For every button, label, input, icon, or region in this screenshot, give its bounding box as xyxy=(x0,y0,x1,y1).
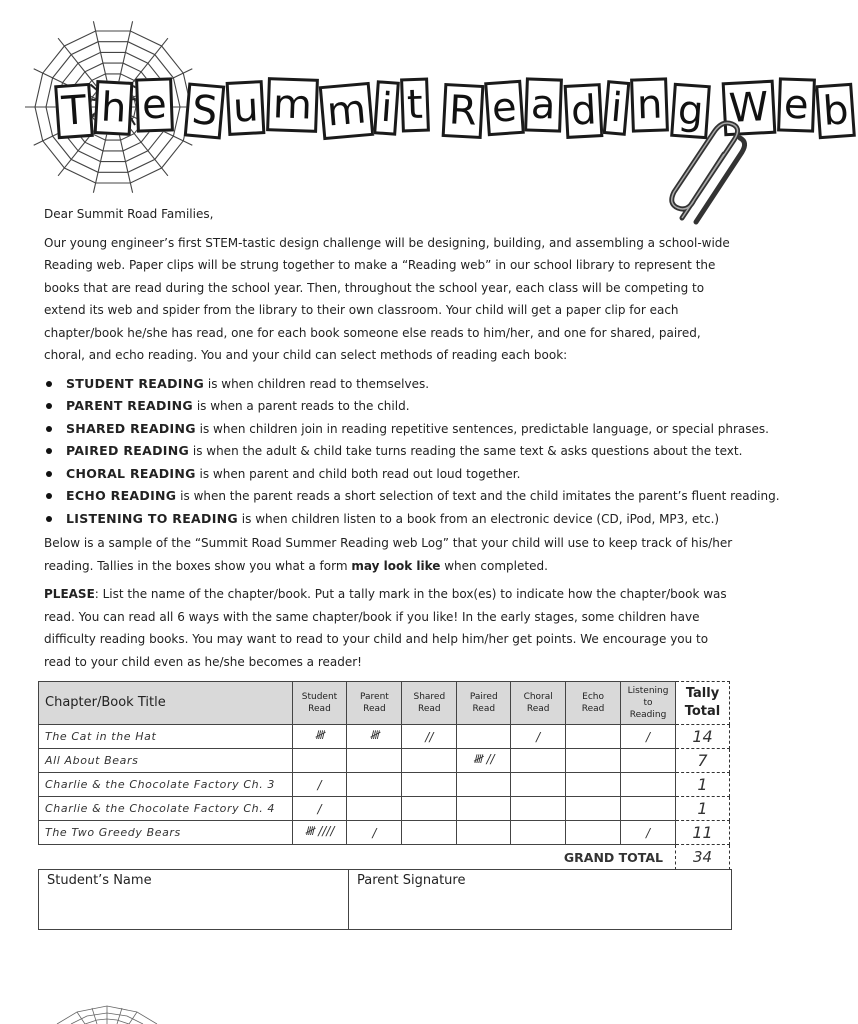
column-header-line: Student xyxy=(301,692,338,702)
tally-cell[interactable] xyxy=(566,725,621,749)
method-desc: is when children listen to a book from an electronic device (CD, iPod, MP3, etc.) xyxy=(241,511,720,526)
tally-header-line: Tally xyxy=(685,686,720,701)
method-desc: is when the adult & child take turns reading the same text & asks questions about the text. xyxy=(192,444,743,458)
tally-cell[interactable]: / xyxy=(621,725,676,749)
method-desc: is when children read to themselves. xyxy=(207,376,430,391)
column-header-line: to xyxy=(643,698,653,708)
bullet-icon xyxy=(46,516,52,522)
book-title-cell[interactable]: All About Bears xyxy=(39,749,293,773)
sample-text-end: when completed. xyxy=(444,558,548,573)
signature-box xyxy=(38,869,732,930)
tally-cell[interactable] xyxy=(347,797,402,821)
tally-cell[interactable]: / xyxy=(621,821,676,845)
method-term: PAIRED READING xyxy=(66,443,190,458)
grand-total-value[interactable]: 34 xyxy=(676,845,730,870)
grand-total-label: GRAND TOTAL xyxy=(563,849,663,865)
tally-cell[interactable] xyxy=(566,773,621,797)
column-header xyxy=(347,682,402,725)
column-header-line: Listening xyxy=(627,686,669,696)
tally-cell[interactable] xyxy=(566,749,621,773)
title-letter: i xyxy=(373,80,400,135)
tally-total-cell[interactable]: 1 xyxy=(676,797,730,821)
title-letter: e xyxy=(484,80,524,136)
column-header xyxy=(511,682,566,725)
title-letter: S xyxy=(184,82,226,139)
title-letter: d xyxy=(563,83,603,139)
please-label: PLEASE xyxy=(44,587,95,601)
method-desc: is when children join in reading repetitive sentences, predictable language, or special phrases. xyxy=(199,421,769,436)
column-header-line: Read xyxy=(363,704,386,714)
tally-cell[interactable] xyxy=(621,797,676,821)
intro-paragraph: Our young engineer’s first STEM-tastic design challenge will be designing, building, and assembling a school-wide Reading web. Paper clips will be strung together to make a “Reading web” in our school library to represent the books that are read during the school year. Then, throughout the school year, each class will be competing to extend its web and spider from the library to their own classroom. Your child will get a paper clip for each chapter/book he/she has read, one for each book someone else reads to him/her, and one for shared, paired, choral, and echo reading. You and your child can select methods of reading each book: xyxy=(44,235,730,362)
header xyxy=(0,0,851,215)
tally-cell[interactable] xyxy=(511,821,566,845)
title-letter: m xyxy=(266,77,319,133)
method-term: CHORAL READING xyxy=(66,465,196,481)
reading-method-item xyxy=(44,485,780,508)
column-header-tally-total xyxy=(676,682,730,725)
column-header-line: Read xyxy=(526,704,550,714)
tally-cell[interactable]: / xyxy=(292,797,347,821)
tally-cell[interactable] xyxy=(402,797,457,821)
column-header-line: Echo xyxy=(582,692,605,702)
title-letter: W xyxy=(722,80,776,137)
title-letter: t xyxy=(400,78,430,133)
title-letter: T xyxy=(54,83,94,139)
column-header-line: Shared xyxy=(413,692,446,702)
parent-signature-label: Parent Signature xyxy=(357,873,466,888)
table-row xyxy=(39,749,730,773)
bullet-icon xyxy=(46,493,52,499)
sample-emphasis: may look like xyxy=(351,558,441,573)
tally-cell[interactable] xyxy=(511,797,566,821)
table-row xyxy=(39,797,730,821)
tally-header-line: Total xyxy=(684,704,721,719)
table-row xyxy=(39,821,730,845)
column-header xyxy=(402,682,457,725)
method-desc: is when parent and child both read out loud together. xyxy=(199,466,521,481)
column-header-line: Read xyxy=(472,704,496,714)
book-title-cell[interactable]: Charlie & the Chocolate Factory Ch. 3 xyxy=(39,773,293,797)
column-header-line: Choral xyxy=(523,692,553,702)
reading-method-item xyxy=(44,395,734,418)
title-letter: g xyxy=(670,83,711,139)
bullet-icon xyxy=(46,381,52,387)
tally-cell[interactable] xyxy=(511,749,566,773)
tally-cell[interactable]: 𝍸 xyxy=(292,725,347,749)
method-term: ECHO READING xyxy=(66,488,177,503)
reading-methods-list xyxy=(44,373,780,531)
bullet-icon xyxy=(46,448,52,454)
column-header xyxy=(566,682,621,725)
title-letter: e xyxy=(135,77,173,132)
spider-web-bottom-icon xyxy=(52,1004,162,1024)
tally-cell[interactable]: 𝍸 // xyxy=(457,749,511,773)
tally-cell[interactable] xyxy=(511,773,566,797)
tally-cell[interactable] xyxy=(402,821,457,845)
tally-cell[interactable] xyxy=(457,821,511,845)
reading-method-item xyxy=(44,440,743,463)
parent-signature-field[interactable] xyxy=(349,870,473,929)
book-title-cell[interactable]: The Cat in the Hat xyxy=(39,725,293,749)
title-letter: R xyxy=(442,83,485,139)
title-letter: i xyxy=(603,80,631,136)
tally-cell[interactable] xyxy=(402,749,457,773)
tally-cell[interactable] xyxy=(621,773,676,797)
title-letter: b xyxy=(815,83,856,139)
table-row xyxy=(39,773,730,797)
title-letter: u xyxy=(225,80,265,136)
bullet-icon xyxy=(46,471,52,477)
bullet-icon xyxy=(46,426,52,432)
student-name-field[interactable] xyxy=(39,870,349,929)
column-header-line: Read xyxy=(418,704,441,714)
method-desc: is when the parent reads a short selection of text and the child imitates the parent’s fluent reading. xyxy=(180,489,780,503)
reading-method-item xyxy=(44,373,734,396)
tally-cell[interactable] xyxy=(347,749,402,773)
reading-method-item xyxy=(44,463,734,486)
tally-total-cell[interactable]: 1 xyxy=(676,773,730,797)
tally-total-cell[interactable]: 11 xyxy=(676,821,730,845)
bullet-icon xyxy=(46,403,52,409)
reading-method-item xyxy=(44,508,734,531)
book-title-cell[interactable]: Charlie & the Chocolate Factory Ch. 4 xyxy=(39,797,293,821)
tally-cell[interactable]: // xyxy=(402,725,457,749)
column-header-line: Read xyxy=(308,704,331,714)
column-header-line: Paired xyxy=(469,692,498,702)
title-letter: n xyxy=(630,77,669,132)
tally-cell[interactable] xyxy=(566,797,621,821)
table-row xyxy=(39,725,730,749)
column-header xyxy=(292,682,347,725)
tally-total-cell[interactable]: 7 xyxy=(676,749,730,773)
book-title-cell[interactable]: The Two Greedy Bears xyxy=(39,821,293,845)
tally-cell[interactable]: / xyxy=(511,725,566,749)
tally-cell[interactable] xyxy=(347,773,402,797)
student-name-label: Student’s Name xyxy=(47,873,152,888)
tally-cell[interactable]: 𝍸 xyxy=(347,725,402,749)
tally-cell[interactable] xyxy=(457,773,511,797)
tally-cell[interactable] xyxy=(292,749,347,773)
tally-cell[interactable] xyxy=(566,821,621,845)
sample-paragraph xyxy=(44,532,734,577)
method-desc: is when a parent reads to the child. xyxy=(196,399,410,413)
tally-cell[interactable] xyxy=(402,773,457,797)
grand-total-row xyxy=(39,845,730,870)
column-header-title: Chapter/Book Title xyxy=(39,682,293,725)
reading-method-item xyxy=(44,418,769,441)
title-letter: e xyxy=(777,77,815,132)
salutation: Dear Summit Road Families, xyxy=(44,207,214,221)
method-term: SHARED READING xyxy=(66,420,196,436)
letter-body xyxy=(44,203,780,679)
please-paragraph xyxy=(44,583,734,673)
title-letter: a xyxy=(524,77,562,132)
sample-text: Below is a sample of the “Summit Road Summer Reading web Log” that your child will use to keep track of his/her reading. Tallies in the boxes show you what a form xyxy=(44,536,733,573)
tally-cell[interactable] xyxy=(457,797,511,821)
method-term: PARENT READING xyxy=(66,398,193,413)
method-term: LISTENING TO READING xyxy=(66,510,238,526)
column-header-line: Parent xyxy=(360,692,389,702)
column-header-line: Reading xyxy=(629,710,667,720)
column-header xyxy=(457,682,511,725)
tally-total-cell[interactable]: 14 xyxy=(676,725,730,749)
tally-cell[interactable] xyxy=(621,749,676,773)
column-header xyxy=(621,682,676,725)
tally-cell[interactable]: / xyxy=(292,773,347,797)
reading-log-table xyxy=(38,681,730,870)
tally-cell[interactable] xyxy=(457,725,511,749)
tally-cell[interactable]: 𝍸 //// xyxy=(292,821,347,845)
tally-cell[interactable]: / xyxy=(347,821,402,845)
title-letter: h xyxy=(94,80,134,136)
title-letter: m xyxy=(319,82,374,140)
column-header-line: Read xyxy=(581,704,605,714)
please-text: : List the name of the chapter/book. Put a tally mark in the box(es) to indicate how the chapter/book was read. You can read all 6 ways with the same chapter/book if you like! In the early stages, some children have difficulty reading books. You may want to read to your child and help him/her get points. We encourage you to read to your child even as he/she becomes a reader! xyxy=(44,587,727,669)
method-term: STUDENT READING xyxy=(66,375,205,391)
